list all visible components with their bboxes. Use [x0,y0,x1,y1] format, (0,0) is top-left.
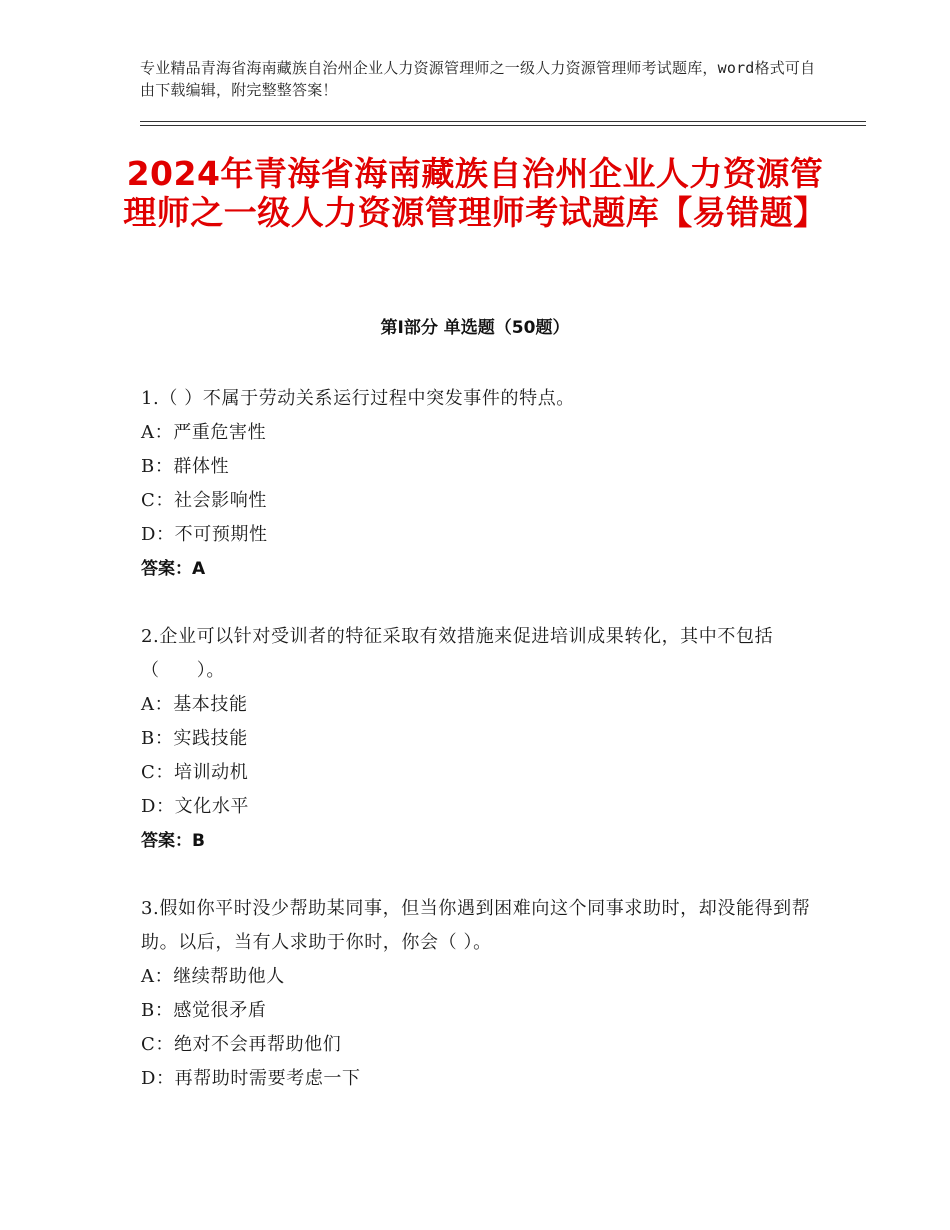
question-stem: 1.（ ）不属于劳动关系运行过程中突发事件的特点。 [141,388,575,409]
option-a: A：严重危害性 [141,422,267,443]
question-stem: 2.企业可以针对受训者的特征采取有效措施来促进培训成果转化，其中不包括（ ）。 [141,626,774,681]
option-b: B：感觉很矛盾 [141,1000,267,1021]
option-c: C：社会影响性 [141,490,267,511]
header-divider-bottom [140,125,866,126]
section-heading: 第Ⅰ部分 单选题（50题） [380,318,570,338]
question-stem: 3.假如你平时没少帮助某同事，但当你遇到困难向这个同事求助时，却没能得到帮助。以后，当有人求助于你时，你会（ ）。 [141,898,811,953]
answer-line: 答案：B [141,831,205,851]
option-a: A：继续帮助他人 [141,966,285,987]
option-a: A：基本技能 [141,694,248,715]
question-3 [141,892,811,1096]
option-b: B：实践技能 [141,728,248,749]
question-list [141,382,811,1130]
option-d: D：不可预期性 [141,524,268,545]
question-2 [141,620,811,858]
option-c: C：培训动机 [141,762,249,783]
header-note: 专业精品青海省海南藏族自治州企业人力资源管理师之一级人力资源管理师考试题库，word格式可自由下载编辑，附完整整答案！ [140,59,816,99]
option-b: B：群体性 [141,456,230,477]
answer-line: 答案：A [141,559,206,579]
option-d: D：再帮助时需要考虑一下 [141,1068,361,1089]
option-c: C：绝对不会再帮助他们 [141,1034,342,1055]
document-title: 2024年青海省海南藏族自治州企业人力资源管理师之一级人力资源管理师考试题库【易错题】 [123,154,827,232]
question-1 [141,382,811,586]
option-d: D：文化水平 [141,796,250,817]
header-divider-top [140,121,866,122]
